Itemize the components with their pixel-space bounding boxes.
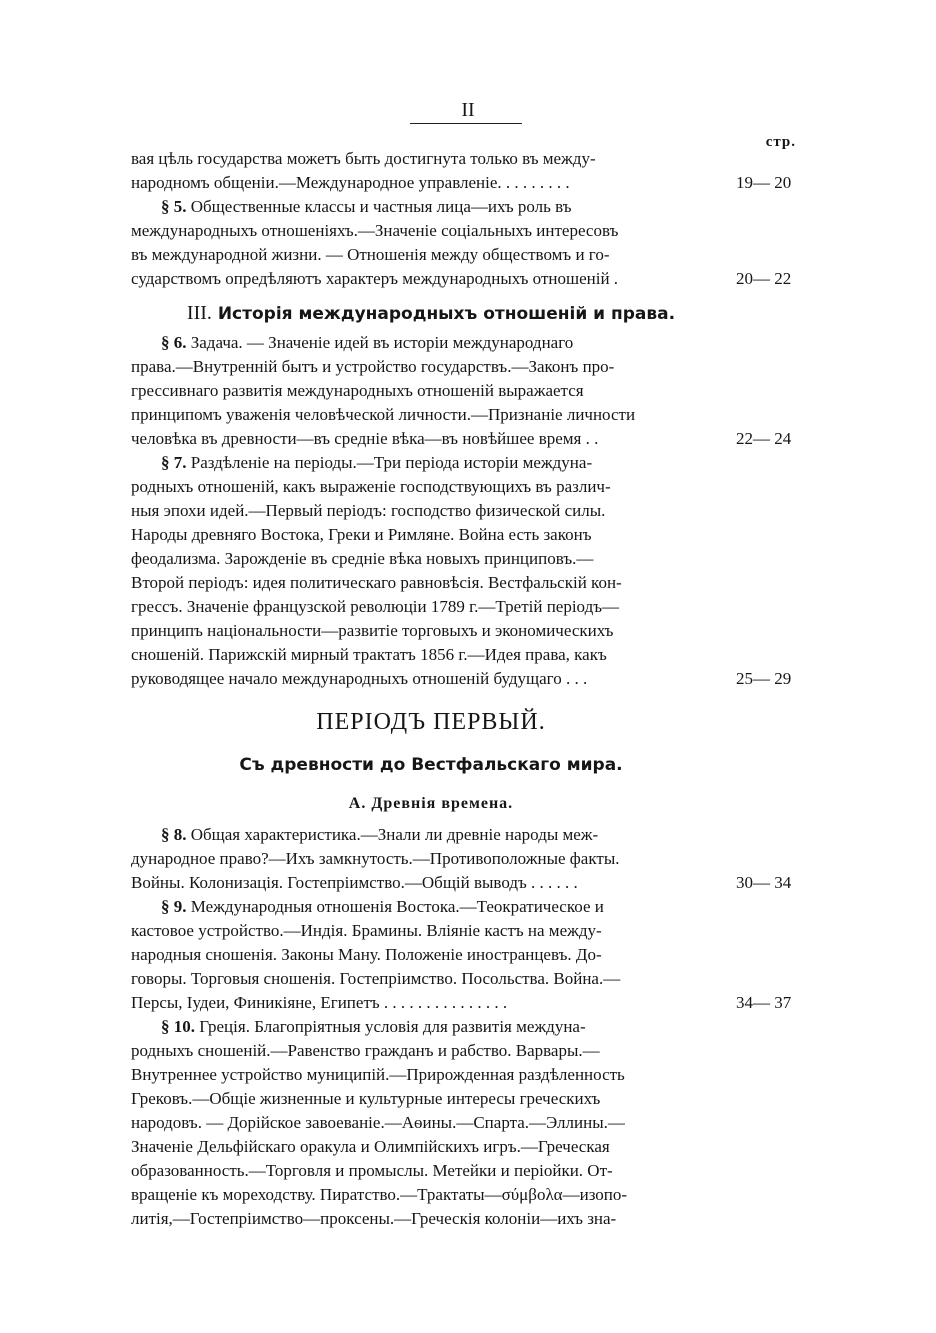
chapter-heading: III. Исторія международныхъ отношеній и права. (186, 302, 676, 324)
toc-line: ныя эпохи идей.—Первый періодъ: господство физической силы. (131, 501, 606, 520)
toc-line: Войны. Колонизація. Гостепріимство.—Общій выводъ . . . . . . 30— 34 (131, 871, 731, 895)
toc-line: грессъ. Значеніе французской революціи 1789 г.—Третій періодъ— (131, 597, 620, 616)
section-number: § 7. (161, 453, 187, 472)
page-range: 25— 29 (736, 669, 792, 688)
toc-line: родныхъ сношеній.—Равенство гражданъ и рабство. Варвары.— (131, 1041, 600, 1060)
folio-rule (410, 123, 522, 124)
page-range: 34— 37 (736, 993, 792, 1012)
toc-line: права.—Внутренній бытъ и устройство государствъ.—Законъ про- (131, 357, 615, 376)
toc-line: сударствомъ опредѣляютъ характеръ международныхъ отношеній . 20— 22 (131, 267, 731, 291)
toc-line: образованность.—Торговля и промыслы. Метейки и періойки. От- (131, 1161, 613, 1180)
toc-line: народномъ общеніи.—Международное управленіе. . . . . . . . . 19— 20 (131, 171, 731, 195)
toc-entry-8: § 8. Общая характеристика.—Знали ли древніе народы меж- (161, 825, 599, 844)
table-of-contents (131, 147, 792, 1231)
toc-entry-10: § 10. Греція. Благопріятныя условія для развитія междуна- (161, 1017, 586, 1036)
toc-entry-9: § 9. Международныя отношенія Востока.—Теократическое и (161, 897, 604, 916)
toc-line: человѣка въ древности—въ средніе вѣка—въ новѣйшее время . . 22— 24 (131, 427, 731, 451)
toc-line: кастовое устройство.—Индія. Брамины. Вліяніе кастъ на между- (131, 921, 602, 940)
toc-line: говоры. Торговыя сношенія. Гостепріимство. Посольства. Война.— (131, 969, 621, 988)
toc-line: принципомъ уваженія человѣческой личности.—Признаніе личности (131, 405, 636, 424)
toc-line: Грековъ.—Общіе жизненные и культурные интересы греческихъ (131, 1089, 601, 1108)
toc-line: Второй періодъ: идея политическаго равновѣсія. Вестфальскій кон- (131, 573, 622, 592)
toc-line: вращеніе къ мореходству. Пиратство.—Трактаты—σύμβολα—изопо- (131, 1185, 628, 1204)
toc-line: въ международной жизни. — Отношенія между обществомъ и го- (131, 245, 610, 264)
page-range: 22— 24 (736, 429, 792, 448)
period-subheading: Съ древности до Вестфальскаго мира. (239, 755, 623, 775)
toc-line: Персы, Іудеи, Финикіяне, Египетъ . . . . . . . . . . . . . . . 34— 37 (131, 991, 731, 1015)
section-number: § 5. (161, 197, 187, 216)
toc-line: Внутреннее устройство муниципій.—Прирожденная раздѣленность (131, 1065, 625, 1084)
page-column-header: стр. (765, 134, 796, 150)
toc-line: грессивнаго развитія международныхъ отношеній выражается (131, 381, 584, 400)
division-heading: А. Древнія времена. (348, 795, 514, 812)
page-number: II (461, 99, 475, 121)
page-range: 19— 20 (736, 173, 792, 192)
section-number: § 8. (161, 825, 187, 844)
toc-line: руководящее начало международныхъ отношеній будущаго . . . 25— 29 (131, 667, 731, 691)
toc-line: принципъ національности—развитіе торговыхъ и экономическихъ (131, 621, 614, 640)
section-number: § 10. (161, 1017, 195, 1036)
toc-line: сношеній. Парижскій мирный трактатъ 1856 г.—Идея права, какъ (131, 645, 607, 664)
toc-line: народныя сношенія. Законы Ману. Положеніе иностранцевъ. До- (131, 945, 602, 964)
toc-line: вая цѣль государства можетъ быть достигнута только въ между- (131, 149, 596, 168)
toc-entry-7: § 7. Раздѣленіе на періоды.—Три періода исторіи междуна- (161, 453, 593, 472)
toc-line: народовъ. — Дорійское завоеваніе.—Аѳины.—Спарта.—Эллины.— (131, 1113, 625, 1132)
toc-line: литія,—Гостепріимство—проксены.—Греческія колоніи—ихъ зна- (131, 1209, 617, 1228)
page-range: 30— 34 (736, 873, 792, 892)
toc-line: Народы древняго Востока, Греки и Римляне. Война есть законъ (131, 525, 592, 544)
toc-line: феодализма. Зарожденіе въ средніе вѣка новыхъ принциповъ.— (131, 549, 594, 568)
page-range: 20— 22 (736, 269, 792, 288)
toc-entry-5: § 5. Общественные классы и частныя лица—ихъ роль въ (161, 197, 572, 216)
toc-line: Значеніе Дельфійскаго оракула и Олимпійскихъ игръ.—Греческая (131, 1137, 610, 1156)
toc-entry-6: § 6. Задача. — Значеніе идей въ исторіи международнаго (161, 333, 574, 352)
toc-line: международныхъ отношеніяхъ.—Значеніе соціальныхъ интересовъ (131, 221, 619, 240)
toc-line: родныхъ отношеній, какъ выраженіе господствующихъ въ различ- (131, 477, 611, 496)
toc-line: дународное право?—Ихъ замкнутость.—Противоположные факты. (131, 849, 620, 868)
period-heading: ПЕРІОДЪ ПЕРВЫЙ. (316, 709, 546, 735)
section-number: § 6. (161, 333, 187, 352)
section-number: § 9. (161, 897, 187, 916)
